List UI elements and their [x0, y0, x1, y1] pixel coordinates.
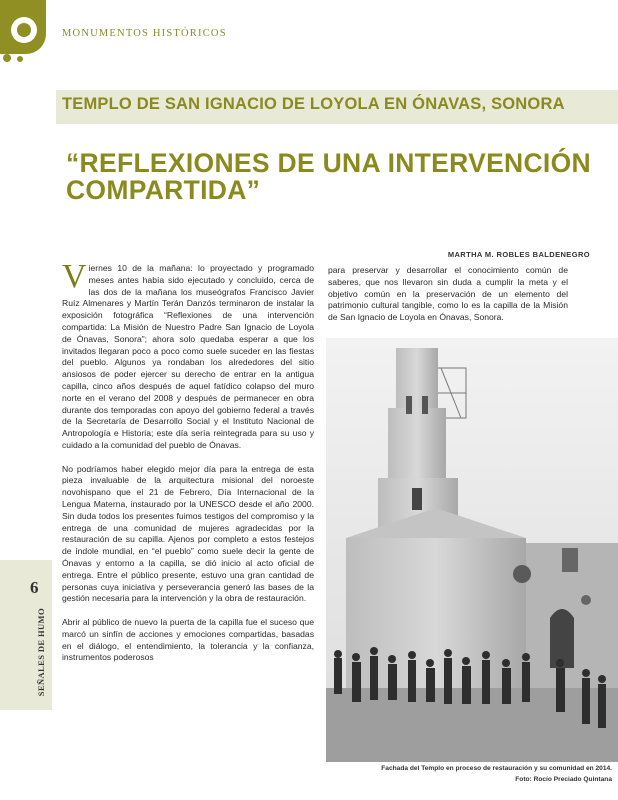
section-label: MONUMENTOS HISTÓRICOS — [62, 28, 227, 39]
article-headline — [66, 150, 618, 204]
headline-line-2: COMPARTIDA” — [66, 175, 261, 205]
headline-line-1: “REFLEXIONES DE UNA INTERVENCIÓN — [66, 148, 591, 178]
paragraph-1 — [62, 258, 314, 452]
church-facade-photo — [326, 338, 618, 762]
page-number: 6 — [30, 578, 39, 597]
magazine-logo-icon — [0, 0, 52, 62]
article-column-1 — [62, 258, 314, 676]
paragraph-3: Abrir al público de nuevo la puerta de la capilla fue el suceso que marcó un sinfín de acciones y emociones compartidas, basadas en el diálogo, el entendimiento, la tolerancia y la confianza, instrumentos poderosos — [62, 616, 314, 663]
banner-title: TEMPLO DE SAN IGNACIO DE LOYOLA EN ÓNAVAS, SONORA — [62, 95, 565, 113]
article-author: MARTHA M. ROBLES BALDENEGRO — [447, 250, 590, 259]
photo-caption — [320, 764, 612, 785]
paragraph-2: No podríamos haber elegido mejor día para la entrega de esta pieza invaluable de la arquitectura misional del noroeste novohispano que el 21 de Febrero, Día Internacional de la Lengua Materna, instaurado por la UNESCO desde el año 2000. Sin duda todos los presentes fuimos testigos del compromiso y la entrega de una comunidad de mujeres agradecidas por la restauración de su capilla. Ajenos por completo a estos festejos de índole mundial, en “el pueblo” como suele decir la gente de Ónavas y entorno a la capilla, se dió inicio al acto oficial de entrega. Entre el público presente, estuvo una gran cantidad de personas cuya iniciativa y perseverancia generó las bases de la gestión necesaria para la intervención y la obra de restauración. — [62, 463, 314, 604]
paragraph-1-text: iernes 10 de la mañana: lo proyectado y programado meses antes había sido ejecutado y concluido, cerca de las dos de la mañana los museógrafos Francisco Javier Ruíz Almenares y Martín Terán Danzós terminaron de instalar la exposición fotográfica “Reflexiones de una intervención compartida: La Misión de Nuestro Padre San Ignacio de Loyola de Ónavas, Sonora”; ahora solo quedaba esperar a que los invitados llegaran poco a poco como suele suceder en las fiestas del pueblo. Algunos ya rondaban los alrededores del sitio ansiosos de poder ejercer su derecho de entrar en la antigua capilla, cinco años después de aquel fatídico colapso del muro norte en el verano del 2008 y después de permanecer en obra durante dos temporadas con apoyo del gobierno federal a través de la Secretaría de Desarrollo Social y el Instituto Nacional de Antropología e Historia; este día sería reintegrada para su uso y cuidado a la comunidad del pueblo de Ónavas. — [62, 263, 314, 450]
drop-cap: V — [62, 258, 87, 295]
paragraph-4: para preservar y desarrollar el conocimiento común de saberes, que nos llevaron sin duda a cumplir la meta y el objetivo común en la preservación de un elemento del patrimonio cultural tangible, como lo es la capilla de la Misión de San Ignacio de Loyola en Ónavas, Sonora. — [328, 265, 568, 323]
photo-credit: Foto: Rocío Preciado Quintana — [515, 775, 612, 783]
title-banner — [56, 90, 618, 124]
article-column-2 — [328, 265, 568, 336]
photo-caption-text: Fachada del Templo en proceso de restauración y su comunidad en 2014. — [381, 765, 612, 772]
magazine-name: SEÑALES DE HUMO — [36, 608, 46, 697]
